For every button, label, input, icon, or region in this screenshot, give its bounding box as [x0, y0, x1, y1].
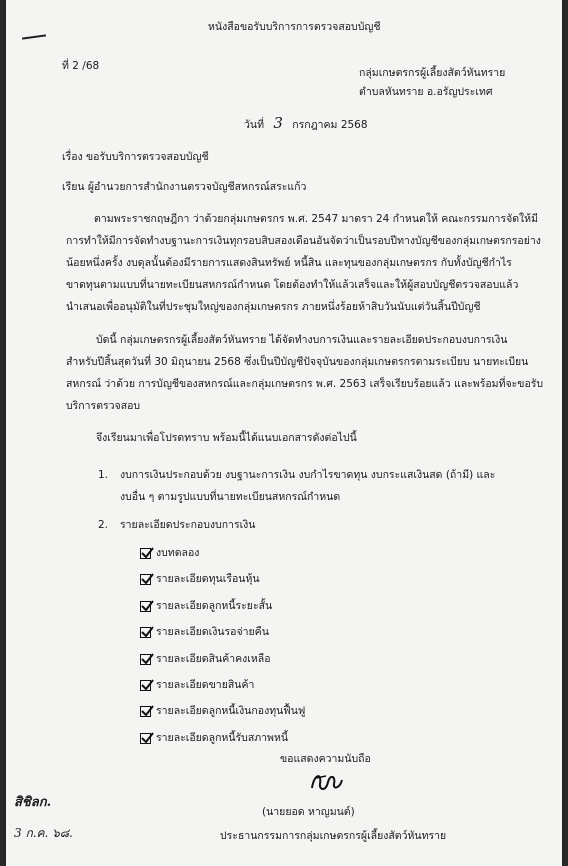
checkmark-icon [140, 599, 154, 613]
checklist-item-label: รายละเอียดลูกหนี้ระยะสั้น [156, 600, 273, 612]
checklist-item-label: รายละเอียดสินค้าคงเหลือ [156, 653, 271, 665]
checkmark-icon [140, 731, 154, 745]
checklist-item-label: รายละเอียดขายสินค้า [156, 679, 255, 691]
document-page [6, 0, 562, 866]
paragraph-2-line: บริการตรวจสอบ [66, 400, 141, 412]
paragraph-3-line: จึงเรียนมาเพื่อโปรดทราบ พร้อมนี้ได้แนบเอกสารดังต่อไปนี้ [96, 432, 357, 444]
document-title: หนังสือขอรับบริการการตรวจสอบบัญชี [208, 21, 381, 33]
paragraph-1-line: น้อยหนึ่งครั้ง งบดุลนั้นต้องมีรายการแสดงสินทรัพย์ หนี้สิน และทุนของกลุ่มเกษตรกร กับทั้งบัญชีกำไร [66, 257, 512, 269]
checkbox[interactable] [140, 706, 151, 717]
checkmark-icon [140, 546, 154, 560]
checklist-item-label: รายละเอียดทุนเรือนหุ้น [156, 573, 260, 585]
checkbox[interactable] [140, 680, 151, 691]
paragraph-2-line: สหกรณ์ ว่าด้วย การบัญชีของสหกรณ์และกลุ่มเกษตรกร พ.ศ. 2563 เสร็จเรียบร้อยแล้ว และพร้อมที่จะขอรับ [66, 378, 544, 390]
checkmark-icon [140, 652, 154, 666]
signer-title: ประธานกรรมการกลุ่มเกษตรกรผู้เลี้ยงสัตว์หันทราย [220, 830, 447, 842]
handwritten-margin-date: 3 ก.ค. ๖๘. [14, 826, 73, 840]
handwritten-margin-note: สิชิลก. [14, 795, 52, 810]
organization-name: กลุ่มเกษตรกรผู้เลี้ยงสัตว์หันทราย [359, 67, 506, 79]
item-2-line-1: รายละเอียดประกอบงบการเงิน [120, 519, 256, 531]
paragraph-1-line: การทำให้มีการจัดทำงบฐานะการเงินทุกรอบสิบสองเดือนอันจัดว่าเป็นรอบปีทางบัญชีของกลุ่มเกษตรกรอย่าง [66, 235, 541, 247]
handwritten-day: 3 [273, 114, 283, 132]
checkbox[interactable] [140, 601, 151, 612]
checklist-item-label: รายละเอียดเงินรอจ่ายคืน [156, 626, 269, 638]
signer-name: (นายยอด หาญมนต์) [262, 806, 355, 818]
checkbox[interactable] [140, 733, 151, 744]
paragraph-1-line: ตามพระราชกฤษฎีกา ว่าด้วยกลุ่มเกษตรกร พ.ศ. 2547 มาตรา 24 กำหนดให้ คณะกรรมการจัดให้มี [94, 213, 539, 225]
checkbox[interactable] [140, 574, 151, 585]
item-1-line-1: งบการเงินประกอบด้วย งบฐานะการเงิน งบกำไรขาดทุน งบกระแสเงินสด (ถ้ามี) และ [120, 469, 496, 481]
checkmark-icon [140, 704, 154, 718]
margin-dash-mark [22, 34, 46, 39]
paragraph-1-line: นำเสนอเพื่ออนุมัติในที่ประชุมใหญ่ของกลุ่มเกษตรกร ภายหนึ่งร้อยห้าสิบวันนับแต่วันสิ้นปีบัญชี [66, 301, 481, 313]
item-number: 1. [98, 469, 109, 481]
paragraph-1-line: ขาดทุนตามแบบที่นายทะเบียนสหกรณ์กำหนด โดยต้องทำให้แล้วเสร็จและให้ผู้สอบบัญชีตรวจสอบแล้ว [66, 279, 519, 291]
recipient-line: เรียน ผู้อำนวยการสำนักงานตรวจบัญชีสหกรณ์สระแก้ว [62, 181, 307, 193]
item-1-line-2: งบอื่น ๆ ตามรูปแบบที่นายทะเบียนสหกรณ์กำหนด [120, 491, 341, 503]
checkmark-icon [140, 572, 154, 586]
checkbox[interactable] [140, 654, 151, 665]
checkmark-icon [140, 678, 154, 692]
checklist-item-label: รายละเอียดลูกหนี้รับสภาพหนี้ [156, 732, 289, 744]
document-number: ที่ 2 /68 [62, 60, 100, 72]
organization-address: ตำบลหันทราย อ.อรัญประเทศ [359, 86, 493, 98]
signature-mark [306, 768, 346, 796]
item-number: 2. [98, 519, 109, 531]
checkbox[interactable] [140, 627, 151, 638]
checklist-item-label: รายละเอียดลูกหนี้เงินกองทุนฟื้นฟู [156, 705, 306, 717]
subject-line: เรื่อง ขอรับบริการตรวจสอบบัญชี [62, 151, 209, 163]
document-date: วันที่ 3 กรกฎาคม 2568 [244, 114, 368, 132]
checklist-item-label: งบทดลอง [156, 547, 200, 559]
paragraph-2-line: สำหรับปีสิ้นสุดวันที่ 30 มิถุนายน 2568 ซึ่งเป็นปีบัญชีปัจจุบันของกลุ่มเกษตรกรตามระเบียบ นายทะเบียน [66, 356, 529, 368]
paragraph-2-line: บัดนี้ กลุ่มเกษตรกรผู้เลี้ยงสัตว์หันทราย ได้จัดทำงบการเงินและรายละเอียดประกอบงบการเงิน [96, 334, 508, 346]
checkmark-icon [140, 625, 154, 639]
closing-phrase: ขอแสดงความนับถือ [280, 753, 371, 765]
checkbox[interactable] [140, 548, 151, 559]
